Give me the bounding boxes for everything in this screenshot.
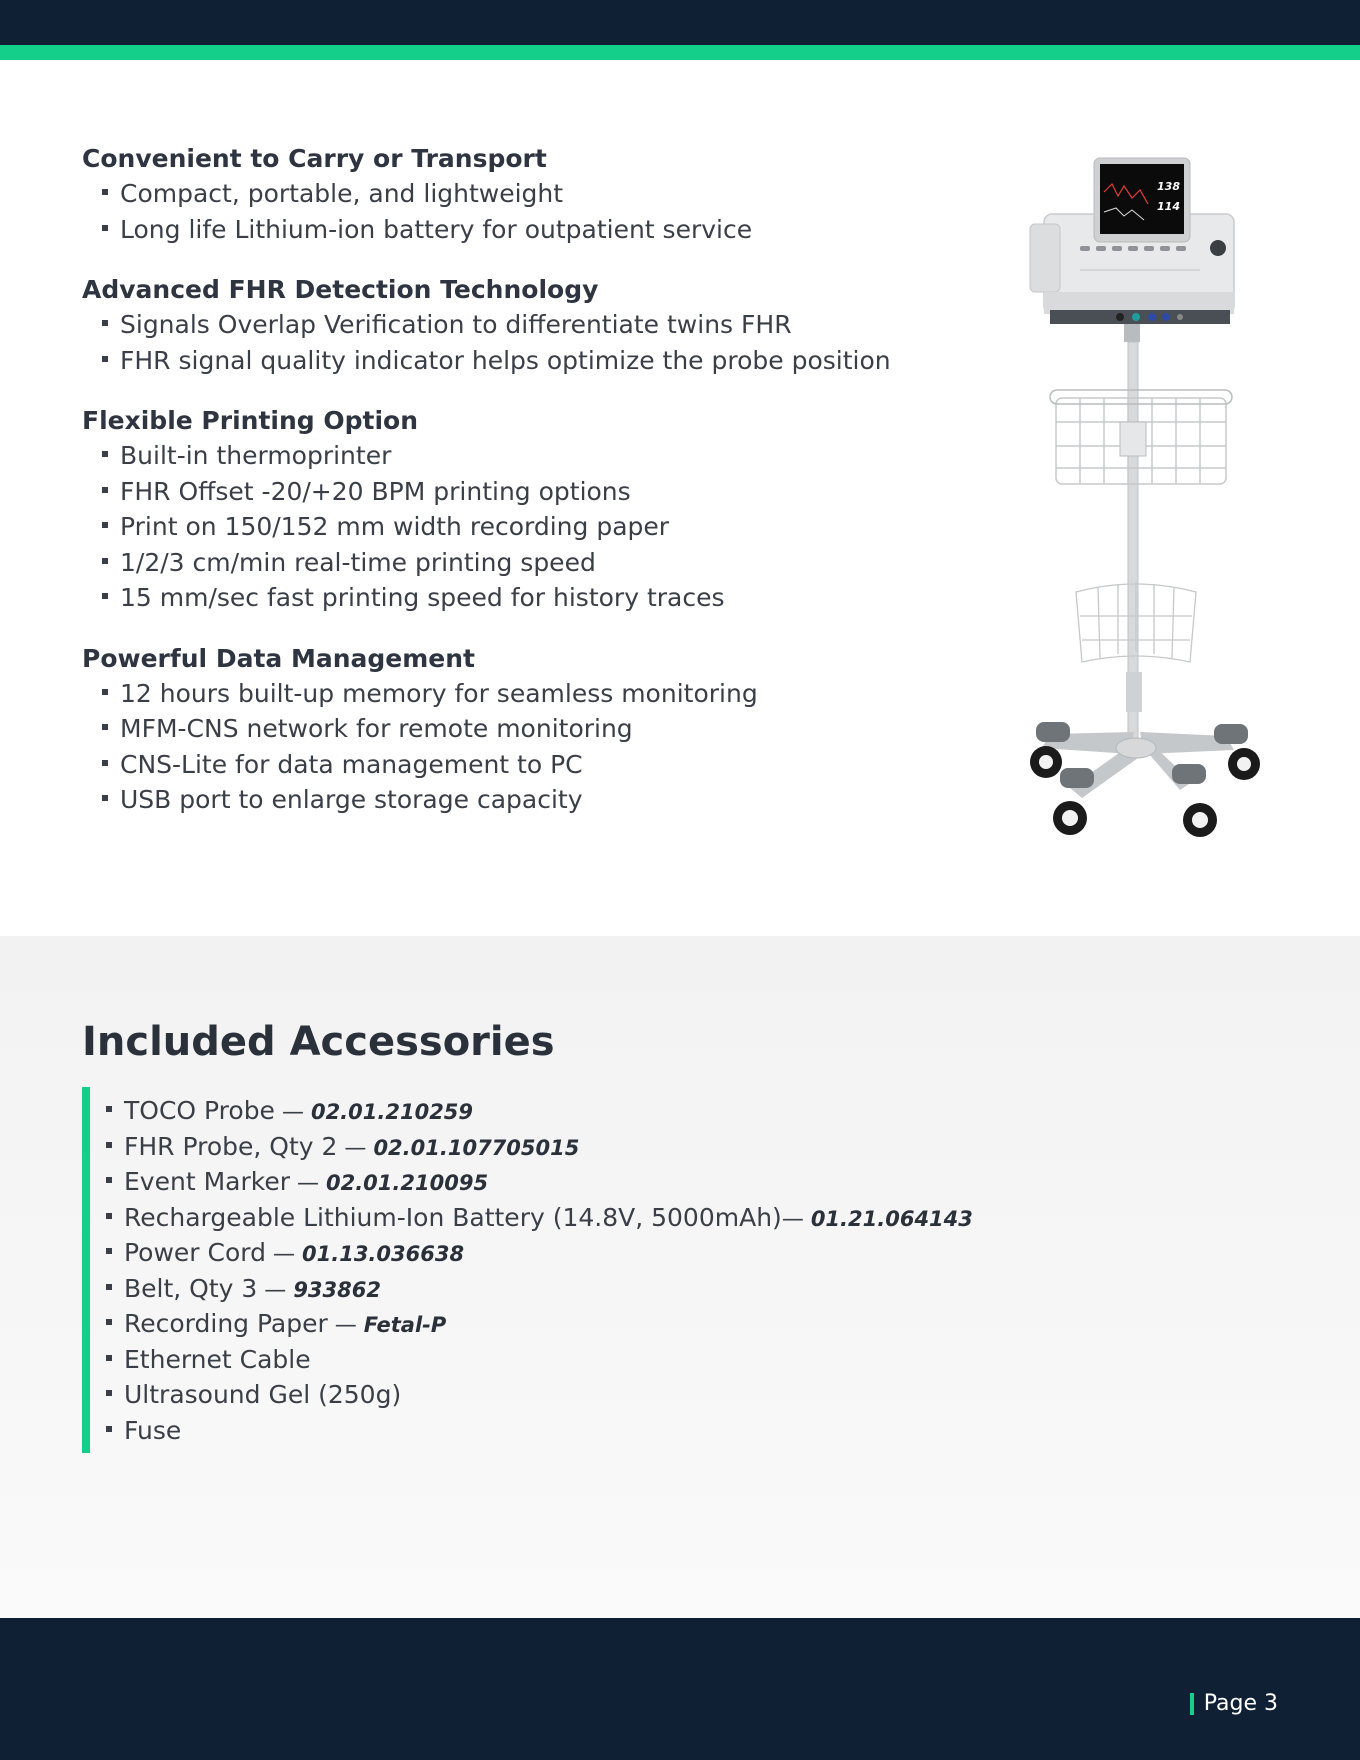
accessory-name: FHR Probe, Qty 2 (124, 1131, 338, 1161)
bullet-icon (106, 1248, 112, 1254)
accessory-separator: — (266, 1242, 302, 1267)
accessory-separator: — (257, 1277, 294, 1303)
feature-item-text: Built-in thermoprinter (120, 441, 392, 470)
bullet-icon (102, 760, 108, 766)
screen-fhr1-value: 138 (1157, 180, 1180, 193)
accessory-name: Power Cord (124, 1238, 266, 1267)
accessory-name: Event Marker (124, 1167, 290, 1196)
feature-group (82, 273, 982, 378)
bullet-icon (102, 356, 108, 362)
feature-item (102, 474, 982, 510)
bullet-icon (106, 1319, 112, 1325)
feature-item-text: 15 mm/sec fast printing speed for history traces (120, 583, 725, 612)
feature-item-text: 12 hours built-up memory for seamless monitoring (120, 678, 758, 708)
feature-item (102, 676, 982, 712)
accessory-name: TOCO Probe (124, 1096, 275, 1125)
header-bar (0, 0, 1360, 45)
feature-item (102, 711, 982, 747)
bullet-icon (102, 320, 108, 326)
accessory-part-number: 02.01.210259 (310, 1100, 474, 1124)
feature-section (82, 142, 982, 844)
bullet-icon (106, 1213, 112, 1219)
feature-item-text: 1/2/3 cm/min real-time printing speed (120, 547, 596, 577)
feature-item (102, 782, 982, 818)
accessories-list (106, 1093, 982, 1448)
accessory-item (106, 1129, 982, 1165)
feature-item (102, 212, 982, 248)
accessory-separator: — (327, 1313, 364, 1338)
feature-item (102, 307, 982, 343)
header-accent-stripe (0, 45, 1360, 60)
feature-item-text: Print on 150/152 mm width recording paper (120, 512, 670, 541)
feature-item-text: Signals Overlap Verification to differentiate twins FHR (120, 310, 792, 339)
accessory-item (106, 1200, 982, 1236)
feature-heading: Flexible Printing Option (82, 406, 418, 435)
accessory-item (106, 1271, 982, 1307)
bullet-icon (102, 451, 108, 457)
bullet-icon (102, 795, 108, 801)
fetal-monitor-on-cart-image (1020, 152, 1280, 862)
bullet-icon (106, 1355, 112, 1361)
feature-item (102, 747, 982, 783)
feature-item-text: CNS-Lite for data management to PC (120, 749, 583, 779)
feature-group (82, 142, 982, 247)
page-number-label: Page 3 (1203, 1691, 1278, 1716)
accessory-name: Fuse (124, 1415, 182, 1445)
accessories-title: Included Accessories (82, 1019, 555, 1065)
feature-list (82, 307, 982, 378)
accessory-name: Belt, Qty 3 (124, 1273, 258, 1303)
accessory-item (106, 1306, 982, 1342)
footer-bar (0, 1618, 1360, 1760)
bullet-icon (106, 1142, 112, 1148)
accessory-item (106, 1342, 982, 1378)
page-marker-icon (1190, 1693, 1194, 1715)
accessory-name: Ultrasound Gel (250g) (124, 1380, 402, 1409)
accessory-name: Rechargeable Lithium-Ion Battery (14.8V, 5000mAh) (124, 1202, 782, 1232)
accessory-part-number: 02.01.107705015 (373, 1135, 580, 1160)
bullet-icon (102, 724, 108, 730)
accessory-item (106, 1235, 982, 1271)
accessories-section (0, 936, 1360, 1618)
accessories-list-box (82, 1087, 982, 1453)
feature-item-text: FHR signal quality indicator helps optimize the probe position (120, 345, 891, 375)
bullet-icon (106, 1390, 112, 1396)
feature-list (82, 438, 982, 616)
accessory-separator: — (781, 1206, 811, 1232)
accessory-part-number: 02.01.210095 (325, 1171, 489, 1195)
accessory-separator: — (274, 1100, 311, 1125)
accessory-part-number: 933862 (293, 1277, 381, 1302)
feature-heading: Powerful Data Management (82, 643, 475, 673)
feature-group (82, 642, 982, 818)
feature-list (82, 676, 982, 818)
accessory-part-number: 01.21.064143 (810, 1206, 973, 1231)
feature-group (82, 404, 982, 616)
feature-item (102, 509, 982, 545)
screen-fhr2-value: 114 (1157, 200, 1180, 213)
feature-item (102, 343, 982, 379)
bullet-icon (102, 487, 108, 493)
accessory-item (106, 1413, 982, 1449)
bullet-icon (102, 558, 108, 564)
feature-item-text: Long life Lithium-ion battery for outpatient service (120, 214, 753, 244)
feature-item (102, 580, 982, 616)
bullet-icon (106, 1106, 112, 1112)
accessory-item (106, 1093, 982, 1129)
bullet-icon (106, 1177, 112, 1183)
accessory-part-number: Fetal-P (363, 1313, 447, 1337)
accessory-separator: — (289, 1171, 326, 1196)
bullet-icon (102, 522, 108, 528)
accessory-item (106, 1377, 982, 1413)
feature-item-text: MFM-CNS network for remote monitoring (120, 714, 633, 743)
bullet-icon (106, 1426, 112, 1432)
bullet-icon (102, 189, 108, 195)
feature-list (82, 176, 982, 247)
accessory-name: Recording Paper (124, 1309, 328, 1338)
feature-heading: Convenient to Carry or Transport (82, 144, 547, 173)
bullet-icon (102, 593, 108, 599)
feature-item-text: USB port to enlarge storage capacity (120, 785, 583, 814)
page-number (1190, 1690, 1278, 1718)
accessory-part-number: 01.13.036638 (302, 1242, 465, 1266)
bullet-icon (102, 689, 108, 695)
feature-item-text: FHR Offset -20/+20 BPM printing options (120, 476, 631, 506)
bullet-icon (102, 225, 108, 231)
feature-item (102, 176, 982, 212)
feature-item (102, 545, 982, 581)
accessory-item (106, 1164, 982, 1200)
feature-heading: Advanced FHR Detection Technology (82, 275, 599, 304)
accessory-name: Ethernet Cable (124, 1344, 311, 1374)
bullet-icon (106, 1284, 112, 1290)
feature-item-text: Compact, portable, and lightweight (120, 179, 564, 208)
accessory-separator: — (337, 1135, 374, 1161)
feature-item (102, 438, 982, 474)
